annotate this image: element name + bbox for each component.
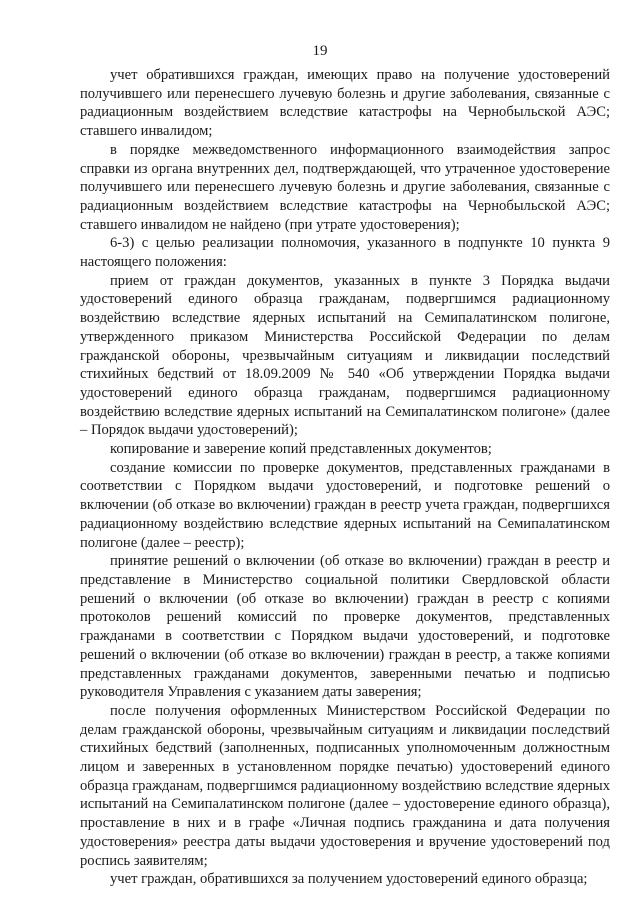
page-number: 19 [312, 43, 328, 59]
paragraph: копирование и заверение копий представленных документов; [110, 441, 492, 458]
paragraph: 6-3) с целью реализации полномочия, указанного в подпункте 10 пункта 9 настоящего положения: [80, 235, 610, 271]
paragraph: учет граждан, обратившихся за получением удостоверений единого образца; [110, 871, 588, 888]
paragraph: создание комиссии по проверке документов, представленных гражданами в соответствии с Порядком выдачи удостоверений, и подготовке решений о включении (об отказе во включении) граждан в реестр учета граждан, подвергшихся радиационному воздействию вследствие ядерных испытаний на Семипалатинском полигоне (далее – реестр); [80, 459, 610, 551]
paragraph: в порядке межведомственного информационного взаимодействия запрос справки из органа внутренних дел, подтверждающей, что утраченное удостоверение получившего или перенесшего лучевую болезнь и другие заболевания, связанные с радиационным воздействием вследствие катастрофы на Чернобыльской АЭС; ставшего инвалидом не найдено (при утрате удостоверения); [80, 141, 610, 233]
paragraph: принятие решений о включении (об отказе во включении) граждан в реестр и представление в Министерство социальной политики Свердловской области решений о включении (об отказе во включении) граждан в реестр с копиями протоколов решений комиссий по проверке документов, представленных гражданами в соответствии с Порядком выдачи удостоверений, и подготовке решений о включении (об отказе во включении) граждан в реестр, а также копиями представленных гражданами документов, заверенными печатью и подписью руководителя Управления с указанием даты заверения; [80, 553, 610, 701]
paragraph: после получения оформленных Министерством Российской Федерации по делам гражданской обороны, чрезвычайным ситуациям и ликвидации последствий стихийных бедствий (заполненных, подписанных уполномоченным должностным лицом и заверенных в установленном порядке печатью) удостоверений единого образца гражданам, подвергшимся радиационному воздействию вследствие ядерных испытаний на Семипалатинском полигоне (далее – удостоверение единого образца), проставление в них и в графе «Личная подпись гражданина и дата получения удостоверения» реестра даты выдачи удостоверения и вручение удостоверений под роспись заявителям; [80, 702, 610, 869]
document-body [80, 66, 610, 889]
paragraph: прием от граждан документов, указанных в пункте 3 Порядка выдачи удостоверений единого образца гражданам, подвергшимся радиационному воздействию вследствие ядерных испытаний на Семипалатинском полигоне, утвержденного приказом Министерства Российской Федерации по делам гражданской обороны, чрезвычайным ситуациям и ликвидации последствий стихийных бедствий от 18.09.2009 № 540 «Об утверждении Порядка выдачи удостоверений единого образца гражданам, подвергшимся радиационному воздействию вследствие ядерных испытаний на Семипалатинском полигоне» (далее – Порядок выдачи удостоверений); [80, 272, 610, 439]
paragraph: учет обратившихся граждан, имеющих право на получение удостоверений получившего или перенесшего лучевую болезнь и другие заболевания, связанные с радиационным воздействием вследствие катастрофы на Чернобыльской АЭС; ставшего инвалидом; [80, 67, 610, 140]
